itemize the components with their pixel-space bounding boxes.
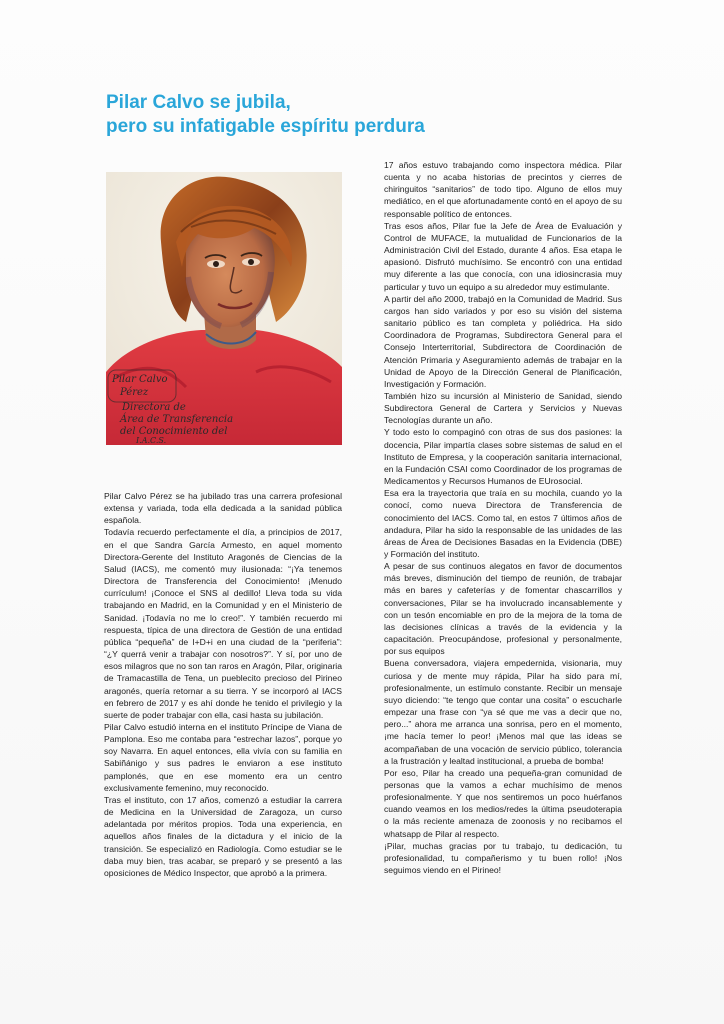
paragraph: ¡Pilar, muchas gracias por tu trabajo, tu dedicación, tu profesionalidad, tu compañerismo y tu buen rollo! ¡Nos seguimos viendo en el Pirineo! (384, 840, 622, 876)
left-column (104, 490, 342, 879)
paragraph: Por eso, Pilar ha creado una pequeña-gran comunidad de personas que la vamos a echar muchísimo de menos profesionalmente. Y que nos sentiremos un poco huérfanos cuando veamos en los medios/redes la última pseudoterapia o la más reciente amenaza de zoonosis y no recibamos el whatsapp de Pilar al respecto. (384, 767, 622, 839)
paragraph: A pesar de sus continuos alegatos en favor de documentos más breves, disminución del tiempo de reunión, de trabajar más en bares y cafeterías y de fomentar chascarrillos y conversaciones, Pilar se ha involucrado incansablemente y con un tesón encomiable en pro de la mejora de la toma de las decisiones clínicas a través de la evidencia y la capacitación. Preocupándose, profesional y personalmente, por sus equipos (384, 561, 622, 657)
paragraph: 17 años estuvo trabajando como inspectora médica. Pilar cuenta y no acaba historias de precintos y cierres de chiringuitos “sanitarios” de todo tipo. Alguno de ellos muy mediático, en el que afortunadamente contó en el apoyo de su responsable político de entonces. (384, 160, 622, 219)
svg-text:I.A.C.S.: I.A.C.S. (136, 436, 167, 445)
paragraph: Pilar Calvo estudió interna en el instituto Príncipe de Viana de Pamplona. Eso me contaba para “estrechar lazos”, porque yo soy Navarra. En aquel entonces, ella vivía con su familia en Sabiñánigo y sus padres le enviaron a ese instituto pamplonés, que en ese momento era un centro exclusivamente femenino, muy reconocido. (104, 721, 342, 793)
svg-text:Pilar Calvo: Pilar Calvo (112, 374, 168, 385)
paragraph: Tras esos años, Pilar fue la Jefe de Área de Evaluación y Control de MUFACE, la mutualidad de Funcionarios de la Administración Civil del Estado, durante 4 años. Esa etapa le apasionó. Disfrutó muchísimo. Se encontró con una entidad muy diferente a las que conocía, con una idiosincrasia muy particular y tuvo un equipo a su alrededor muy estimulante. (384, 220, 622, 292)
article-title (106, 91, 466, 139)
right-column (384, 159, 622, 876)
svg-text:del Conocimiento del: del Conocimiento del (120, 426, 228, 437)
paragraph: Tras el instituto, con 17 años, comenzó a estudiar la carrera de Medicina en la Universidad de Zaragoza, un curso adelantada por méritos propios. Toda una experiencia, en aquellos años finales de la dictadura y el inicio de la transición. Se especializó en Radiología. Como estudiar se le daba muy bien, tras acabar, se preparó y se presentó a las oposiciones de Médico Inspector, que aprobó a la primera. (104, 794, 342, 878)
svg-text:Área de Transferencia: Área de Transferencia (120, 414, 234, 425)
paragraph: Todavía recuerdo perfectamente el día, a principios de 2017, en el que Sandra García Armesto, en aquel momento Directora-Gerente del Instituto Aragonés de Ciencias de la Salud (IACS), me comentó muy ilusionada: “¡Ya tenemos Directora de Transferencia del Conocimiento! ¡Menudo currículum! ¡Conoce el SNS al dedillo! Lleva toda su vida trabajando en Madrid, en la Comunidad y en el Ministerio de Sanidad. ¡Todavía no me lo creo!”. Y también recuerdo mi respuesta, típica de una directora de Gestión de una entidad pública “pequeña” de I+D+i en una ciudad de la “periferia”: “¿Y querrá venir a trabajar con nosotros?”. Y sí, por uno de esos milagros que no son tan raros en Aragón, Pilar, originaria de Tramacastilla de Tena, un pueblecito precioso del Pirineo aragonés, quería retornar a su tierra. Y se incorporó al IACS en febrero de 2017 y es ahí donde he tenido el privilegio y la suerte de poder trabajar con ella, casi hasta su jubilación. (104, 527, 342, 720)
title-line-1: Pilar Calvo se jubila, (106, 92, 291, 113)
watercolor-portrait (106, 172, 342, 445)
paragraph: Pilar Calvo Pérez se ha jubilado tras una carrera profesional extensa y variada, toda ella dedicada a la sanidad pública española. (104, 491, 342, 526)
paragraph: También hizo su incursión al Ministerio de Sanidad, siendo Subdirectora General de Cartera y Servicios y Nuevas Tecnologías durante un año. (384, 390, 622, 426)
paragraph: A partir del año 2000, trabajó en la Comunidad de Madrid. Sus cargos han sido variados y por eso su visión del sistema sanitario público es tan completa y poliédrica. Ha sido Coordinadora de Programas, Subdirectora General para el Consejo Interterritorial, Subdirectora de Coordinación de Atención Primaria y Aseguramiento además de trabajar en la Unidad de Apoyo de la Dirección General de Planificación, Investigación y Formación. (384, 293, 622, 389)
svg-text:Directora de: Directora de (122, 402, 186, 413)
portrait-illustration (106, 172, 342, 445)
paragraph: Y todo esto lo compaginó con otras de sus dos pasiones: la docencia, Pilar impartía clases sobre sistemas de salud en el Instituto de Empresa, y la cooperación sanitaria internacional, en la Fundación CSAI como Coordinador de los programas de Medicamentos y Recursos Humanos de EUrosocial. (384, 427, 622, 487)
title-line-2: pero su infatigable espíritu perdura (106, 116, 425, 137)
paragraph: Buena conversadora, viajera empedernida, visionaria, muy curiosa y de mente muy rápida, Pilar ha sido para mí, profesionalmente, un estímulo constante. Recibir un mensaje suyo diciendo: “te tengo que contar una cosita” o escucharle empezar una frase con “ya sé que me vas a decir que no, pero...” ahora me arranca una sonrisa, pero en el momento, ¡me hacía temer lo peor! ¡Menos mal que las ideas se acompañaban de una vocación de servicio público, tolerancia a la frustración y lealtad institucional, a prueba de bomba! (384, 658, 622, 766)
svg-text:Pérez: Pérez (120, 387, 149, 398)
paragraph: Esa era la trayectoria que traía en su mochila, cuando yo la conocí, como nueva Directora de Transferencia de conocimiento del IACS. Como tal, en estos 7 últimos años de andadura, Pilar ha sido la responsable de las unidades de las áreas de Área de Decisiones Basadas en la Evidencia (DBE) y Formación del instituto. (384, 488, 622, 559)
